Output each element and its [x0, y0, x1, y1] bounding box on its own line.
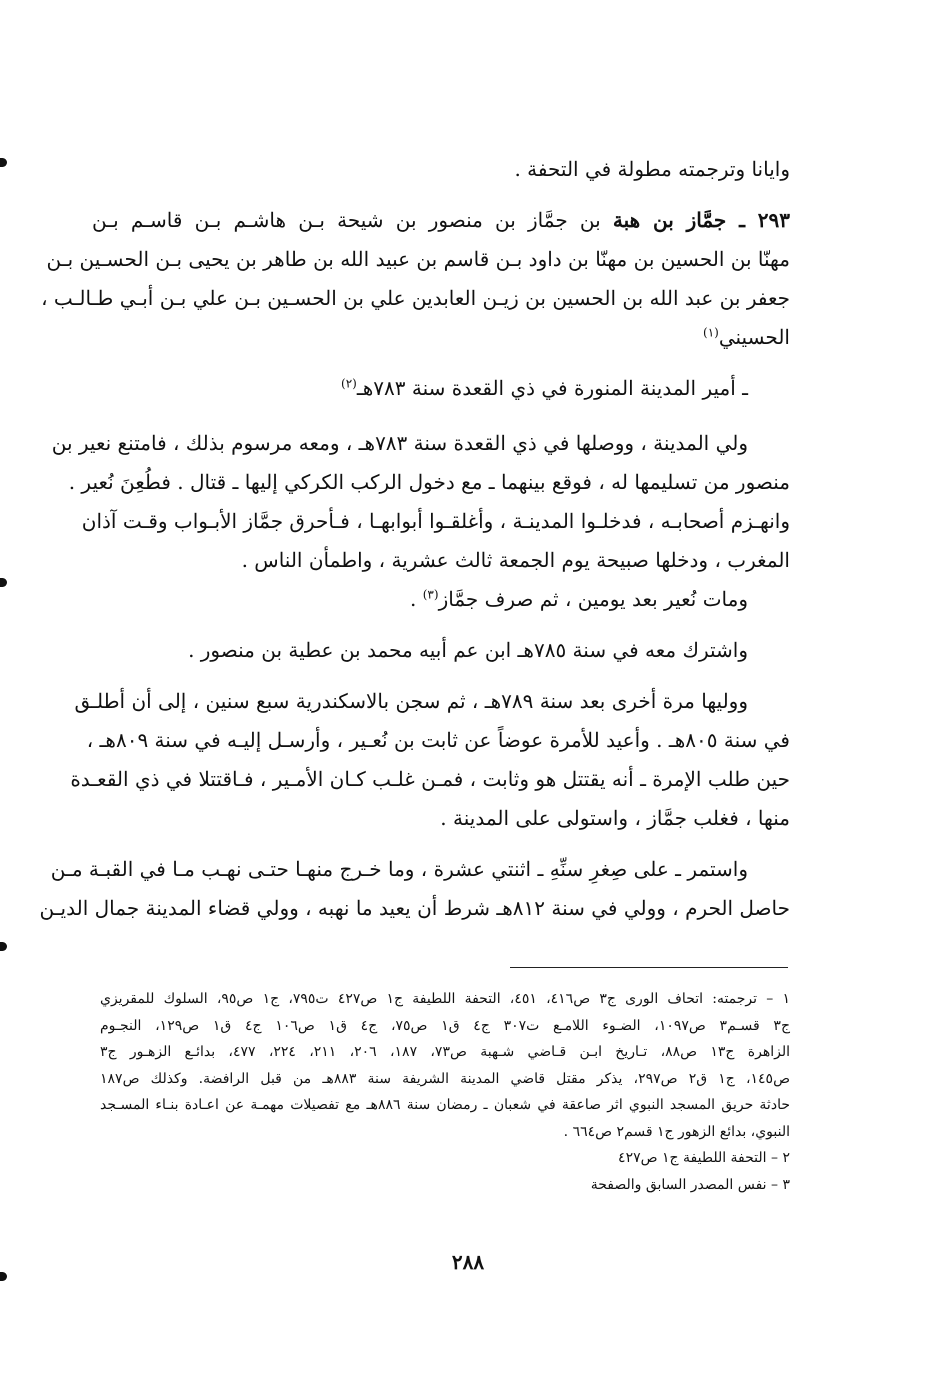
footnote-mark: (٢) [341, 376, 357, 391]
text-line: المغرب ، ودخلها صبيحة يوم الجمعة ثالث عشرية ، واطمأن الناس . [241, 548, 790, 572]
footnote-line: ص١٤٥، ج١ ق٢ ص٢٩٧، يذكر مقتل قاضي المدينة الشريفة سنة ٨٨٣هـ من قبل الرافضة. وكذلك ص١٨٧ [100, 1070, 790, 1087]
text-line: منها ، فغلب جمَّاز ، واستولى على المدينة . [440, 806, 790, 830]
text-line: واستمر ـ على صِغرِ سنِّهِ ـ اثنتي عشرة ، وما خـرج منهـا حتـى نهـب مـا في القبـة مـن [50, 857, 748, 881]
footnote-line: ٢ – التحفة اللطيفة ج١ ص٤٢٧ [618, 1150, 790, 1166]
text-fragment: . [410, 587, 423, 611]
text-line: في سنة ٨٠٥هـ . وأعيد للأمرة عوضاً عن ثابت بن نُعـير ، وأرسـل إليـه في سنة ٨٠٩هـ ، [86, 728, 790, 752]
text-line [92, 318, 790, 357]
binding-mark [0, 1272, 7, 1281]
footnote-line: ٣ – نفس المصدر السابق والصفحة [590, 1176, 790, 1193]
text-fragment: الحسيني [718, 325, 790, 349]
footnote-line: النبوي، بدائع الزهور ج١ قسم٢ ص٦٦٤ . [563, 1123, 790, 1140]
footnote-line: حادثة حريق المسجد النبوي اثر صاعقة في شعبان ـ رمضان سنة ٨٨٦هـ مع تفصيلات مهمـة عن اعـادة بنـاء المسـجد [100, 1097, 790, 1113]
text-line: حاصل الحرم ، وولي في سنة ٨١٢هـ شرط أن يعيد ما نهبه ، وولي قضاء المدينة جمال الديـن [39, 896, 790, 920]
entry-heading-line [92, 201, 790, 240]
text-line: وايانا وترجمته مطولة في التحفة . [514, 157, 790, 181]
footnotes [100, 986, 790, 1198]
footnote-line: ١ – ترجمته: اتحاف الورى ج٣ ص٤١٦، ٤٥١، التحفة اللطيفة ج١ ص٤٢٧ ت٧٩٥، ج١ ص٩٥، السلوك للمقريزي [100, 991, 790, 1007]
text-fragment: ـ أمير المدينة المنورة في ذي القعدة سنة ٧٨٣هـ [356, 376, 748, 400]
main-text [39, 150, 791, 928]
text-line: ولي المدينة ، ووصلها في ذي القعدة سنة ٧٨٣هـ ، ومعه مرسوم بذلك ، فامتنع نعير بن [51, 431, 748, 455]
text-fragment: ومات نُعير بعد يومين ، ثم صرف جمَّاز [438, 587, 748, 611]
text-line [92, 369, 790, 408]
entry-heading-rest: بن [579, 208, 613, 232]
text-line: واشترك معه في سنة ٧٨٥هـ ابن عم أبيه محمد بن عطية بن منصور . [188, 638, 748, 662]
binding-mark [0, 942, 7, 951]
entry-heading: ٢٩٣ ـ جمَّاز بن هبة [612, 208, 791, 232]
text-line: حين طلب الإمرة ـ أنه يقتتل هو وثابت ، فمـن غلـب كـان الأمـير ، فـاقتتلا في ذي القعـدة [70, 767, 790, 791]
footnote-line: ج٣ قسـم٣ ص١٠٩٧، الضـوء اللامـع ت٣٠٧ ج٤ ق١ ص٧٥، ج٤ ق١ ص١٠٦ ج٤ ق١ ص١٢٩، النجـوم [100, 1017, 790, 1034]
footnote-separator [510, 967, 788, 968]
binding-mark [0, 578, 7, 587]
footnote-mark: (٣) [422, 587, 439, 602]
text-line: جعفر بن عبد الله بن الحسين بن زيـن العابدين علي بن الحسـين بـن علي بـن أبـي طـالـب ، [41, 286, 790, 310]
page-number: ٢٨٨ [451, 1250, 485, 1274]
footnote-mark: (١) [703, 325, 719, 340]
text-line: ووليها مرة أخرى بعد سنة ٧٨٩هـ ، ثم سجن بالاسكندرية سبع سنين ، إلى أن أطلـق [74, 689, 748, 713]
footnote-line: الزاهرة ج١٣ ص٨٨، تـاريخ ابـن قـاضي شـهبة ص٧٣، ١٨٧، ٢٠٦، ٢١١، ٢٢٤، ٤٧٧، بدائـع الزهـور ج٣ [100, 1044, 790, 1060]
binding-mark [0, 158, 7, 167]
text-fragment: جمَّاز بن منصور بن شيحة بـن هاشـم بـن قاسـم بـن [92, 208, 568, 232]
text-line: وانهـزم أصحابـه ، فدخلـوا المدينـة ، وأغلقـوا أبوابهـا ، فـأحرق جمَّاز الأبـواب وقـت آذان [81, 509, 790, 533]
text-line: منصور من تسليمها له ، فوقع بينهما ـ مع دخول الركب الكركي إليها ـ قتال . فطُعِنَ نُعير . [68, 470, 790, 494]
text-line [92, 580, 790, 619]
text-line: مهنّا بن الحسين بن مهنّا بن داود بـن قاسم بن عبيد الله بن طاهر بن يحيى بـن الحسـين بـن [46, 247, 790, 271]
